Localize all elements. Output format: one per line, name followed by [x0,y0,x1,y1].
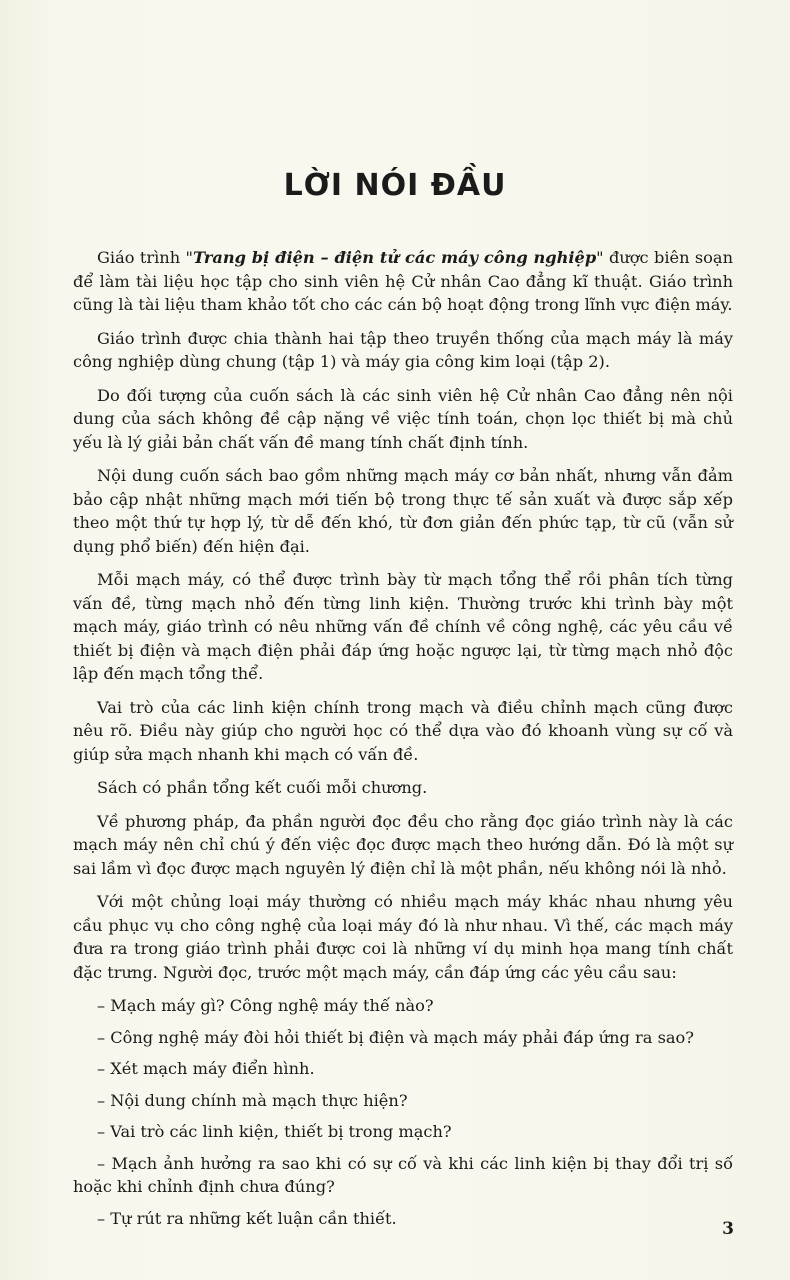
intro-suffix: " được biên soạn để làm tài liệu học tập cho sinh viên hệ Cử nhân Cao đẳng kĩ thuật. Giáo trình cũng là tài liệu tham khảo tốt cho các cán bộ hoạt động trong lĩnh vực điện máy. [73,248,734,314]
paragraph: Nội dung cuốn sách bao gồm những mạch máy cơ bản nhất, nhưng vẫn đảm bảo cập nhật những mạch mới tiến bộ trong thực tế sản xuất và được sắp xếp theo một thứ tự hợp lý, từ dễ đến khó, từ đơn giản đến phức tạp, từ cũ (vẫn sử dụng phổ biến) đến hiện đại. [73,466,733,556]
intro-prefix: Giáo trình " [97,248,193,267]
question-item: – Mạch máy gì? Công nghệ máy thế nào? [97,996,434,1015]
paragraph: Giáo trình được chia thành hai tập theo truyền thống của mạch máy là máy công nghiệp dùng chung (tập 1) và máy gia công kim loại (tập 2). [73,328,733,371]
preface-body [73,246,733,1240]
book-title: Trang bị điện – điện tử các máy công nghiệp [192,248,597,267]
question-item: – Nội dung chính mà mạch thực hiện? [97,1090,408,1110]
paragraph: Mỗi mạch máy, có thể được trình bày từ mạch tổng thể rồi phân tích từng vấn đề, từng mạch nhỏ đến từng linh kiện. Thường trước khi trình bày một mạch máy, giáo trình có nêu những vấn đề chính về công nghệ, các yêu cầu về thiết bị điện và mạch điện phải đáp ứng hoặc ngược lại, từ từng mạch nhỏ độc lập đến mạch tổng thể. [73,570,733,683]
paragraph: Sách có phần tổng kết cuối mỗi chương. [97,778,428,797]
question-item: – Xét mạch máy điển hình. [97,1059,315,1078]
question-list [73,994,733,1230]
page-title: LỜI NÓI ĐẦU [283,168,507,203]
question-item: – Vai trò các linh kiện, thiết bị trong mạch? [97,1122,452,1141]
paragraph: Với một chủng loại máy thường có nhiều mạch máy khác nhau nhưng yêu cầu phục vụ cho công nghệ của loại máy đó là như nhau. Vì thế, các mạch máy đưa ra trong giáo trình phải được coi là những ví dụ minh họa mang tính chất đặc trưng. Người đọc, trước một mạch máy, cần đáp ứng các yêu cầu sau: [73,892,733,982]
question-item: – Mạch ảnh hưởng ra sao khi có sự cố và khi các linh kiện bị thay đổi trị số hoặc khi chỉnh định chưa đúng? [73,1153,733,1196]
paragraph: Do đối tượng của cuốn sách là các sinh viên hệ Cử nhân Cao đẳng nên nội dung của sách không đề cập nặng về việc tính toán, chọn lọc thiết bị mà chủ yếu là lý giải bản chất vấn đề mang tính chất định tính. [73,385,733,452]
question-item: – Công nghệ máy đòi hỏi thiết bị điện và mạch máy phải đáp ứng ra sao? [97,1027,694,1047]
paragraph: Vai trò của các linh kiện chính trong mạch và điều chỉnh mạch cũng được nêu rõ. Điều này giúp cho người học có thể dựa vào đó khoanh vùng sự cố và giúp sửa mạch nhanh khi mạch có vấn đề. [73,697,733,764]
paragraph: Về phương pháp, đa phần người đọc đều cho rằng đọc giáo trình này là các mạch máy nên chỉ chú ý đến việc đọc được mạch theo hướng dẫn. Đó là một sự sai lầm vì đọc được mạch nguyên lý điện chỉ là một phần, nếu không nói là nhỏ. [73,811,733,878]
intro-paragraph [73,246,733,317]
page-number: 3 [722,1219,734,1239]
question-item: – Tự rút ra những kết luận cần thiết. [97,1208,397,1228]
